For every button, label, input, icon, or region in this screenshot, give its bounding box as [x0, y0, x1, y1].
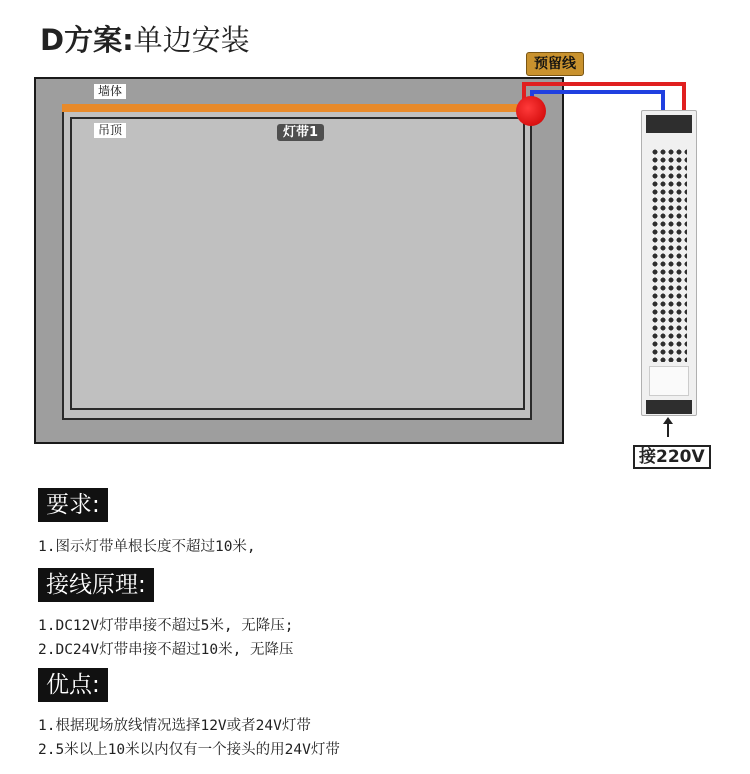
- psu-vent-grill: [651, 148, 687, 362]
- wiring-item: 1.DC12V灯带串接不超过5米, 无降压;: [38, 618, 294, 634]
- wiring-item: 2.DC24V灯带串接不超过10米, 无降压: [38, 642, 294, 658]
- wall-label: 墙体: [94, 84, 126, 99]
- connection-point-icon: [516, 96, 546, 126]
- advantage-item: 2.5米以上10米以内仅有一个接头的用24V灯带: [38, 742, 340, 758]
- arrow-shaft: [667, 423, 669, 437]
- psu-input-terminal: [646, 400, 692, 414]
- requirement-item: 1.图示灯带单根长度不超过10米,: [38, 539, 256, 555]
- section-heading-requirements: 要求:: [38, 488, 108, 522]
- advantage-item: 1.根据现场放线情况选择12V或者24V灯带: [38, 718, 311, 734]
- strip-label: 灯带1: [277, 124, 324, 141]
- title-rest: 单边安装: [133, 23, 250, 57]
- section-heading-wiring: 接线原理:: [38, 568, 154, 602]
- psu-output-terminal: [646, 115, 692, 133]
- section-heading-advantages: 优点:: [38, 668, 108, 702]
- power-input-label: 接220V: [633, 445, 711, 469]
- psu-label-plate: [649, 366, 689, 396]
- ceiling-label: 吊顶: [94, 123, 126, 138]
- reserved-wire-label: 预留线: [526, 52, 584, 76]
- title-bold: D方案:: [40, 23, 134, 57]
